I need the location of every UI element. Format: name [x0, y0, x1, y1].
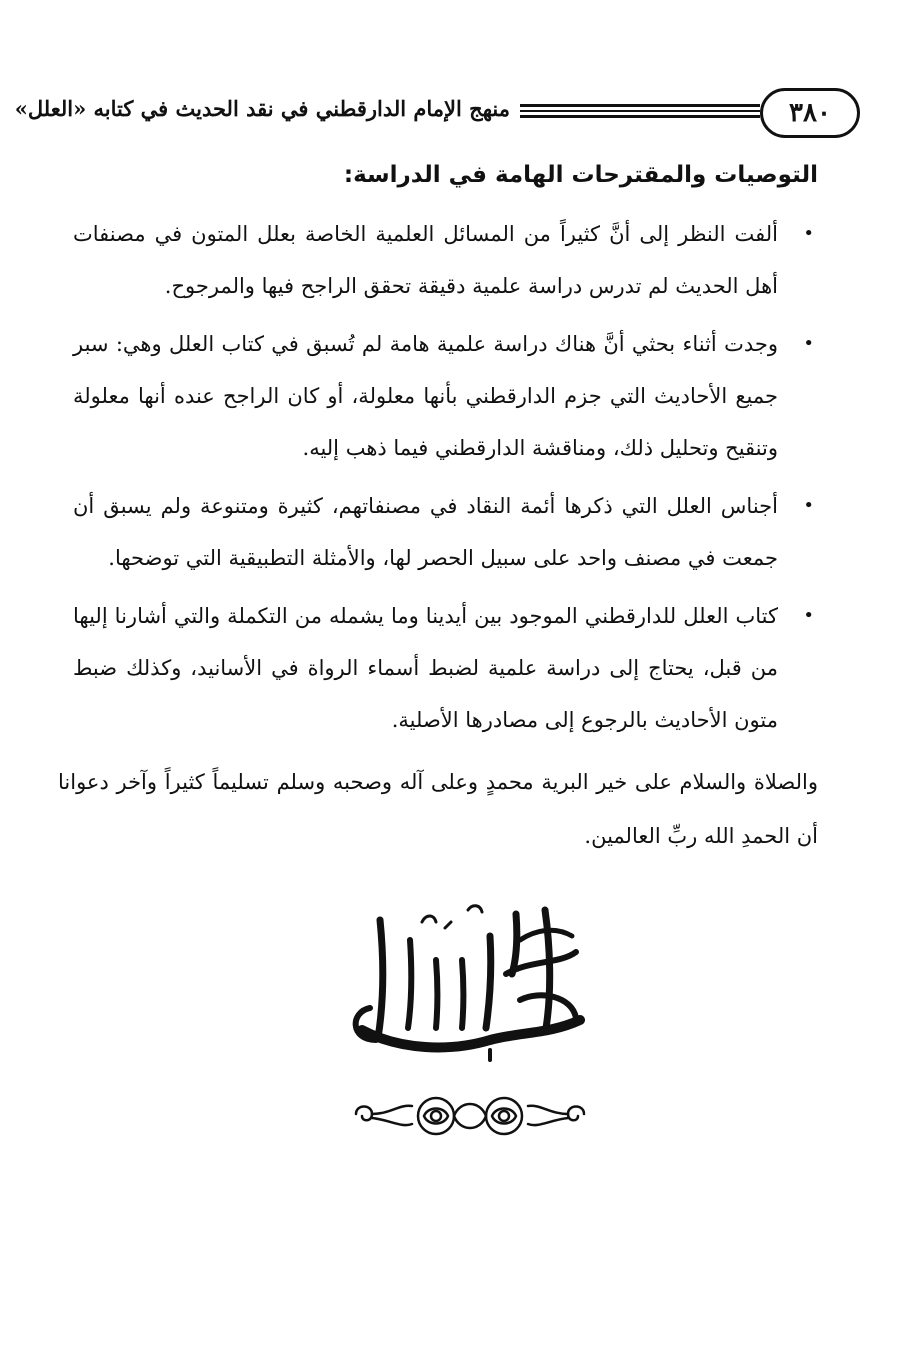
- calligraphy-text: [340, 900, 600, 1070]
- list-item: [73, 480, 818, 584]
- recommendations-list: [73, 208, 818, 752]
- bullet-icon: •: [803, 333, 814, 354]
- running-title: منهج الإمام الدارقطني في نقد الحديث في كتابه «العلل»: [14, 96, 510, 121]
- section-heading: التوصيات والمقترحات الهامة في الدراسة:: [343, 162, 818, 188]
- list-item-text: وجدت أثناء بحثي أنَّ هناك دراسة علمية هامة لم تُسبق في كتاب العلل وهي: سبر جميع الأحاديث التي جزم الدارقطني بأنها معلولة، أو كان الراجح عنده أنها معلولة وتنقيح وتحليل ذلك، ومناقشة الدارقطني فيما ذهب إليه.: [73, 332, 778, 460]
- list-item-text: أجناس العلل التي ذكرها أئمة النقاد في مصنفاتهم، كثيرة ومتنوعة ولم يسبق أن جمعت في مصنف واحد على سبيل الحصر لها، والأمثلة التطبيقية التي توضحها.: [73, 494, 778, 570]
- bullet-icon: •: [803, 223, 814, 244]
- header-rule: [520, 104, 760, 118]
- list-item: [73, 318, 818, 474]
- list-item-text: ألفت النظر إلى أنَّ كثيراً من المسائل العلمية الخاصة بعلل المتون في مصنفات أهل الحديث لم تدرس دراسة علمية دقيقة تحقق الراجح فيها والمرجوح.: [73, 222, 778, 298]
- list-item-text: كتاب العلل للدارقطني الموجود بين أيدينا وما يشمله من التكملة والتي أشارنا إليها من قبل، يحتاج إلى دراسة علمية لضبط أسماء الرواة في الأسانيد، وكذلك ضبط متون الأحاديث بالرجوع إلى مصادرها الأصلية.: [73, 604, 778, 732]
- bullet-icon: •: [803, 495, 814, 516]
- closing-paragraph: والصلاة والسلام على خير البرية محمدٍ وعلى آله وصحبه وسلم تسليماً كثيراً وآخر دعوانا أن الحمدِ الله ربِّ العالمين.: [58, 770, 818, 848]
- floral-ornament-icon: [350, 1090, 590, 1146]
- bullet-icon: •: [803, 605, 814, 626]
- list-item: [73, 208, 818, 312]
- page-number: ٣٨٠: [760, 88, 860, 138]
- calligraphy-tammat-bihamdillah-icon: [340, 900, 600, 1070]
- list-item: [73, 590, 818, 746]
